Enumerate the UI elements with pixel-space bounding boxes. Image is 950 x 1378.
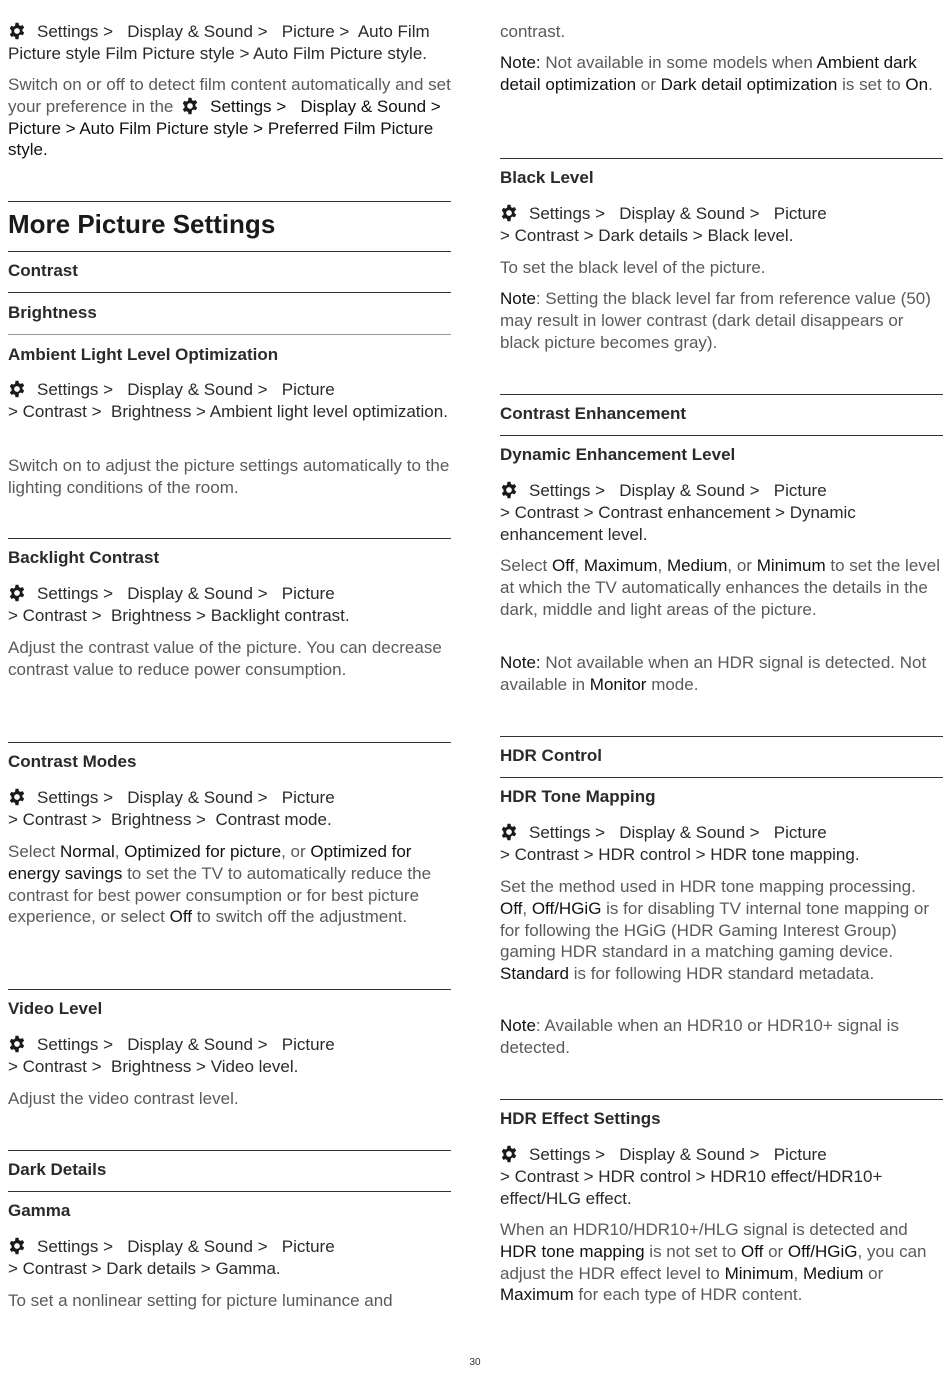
hdr-effect-text: When an HDR10/HDR10+/HLG signal is detected and HDR tone mapping is not set to Off or Off/HGiG, you can adjust the HDR effect level to Minimum, Medium or Maximum for each type of HDR content. <box>500 1220 927 1305</box>
gear-icon <box>181 97 199 115</box>
rule <box>500 736 943 737</box>
rule <box>8 742 451 743</box>
rule <box>500 435 943 436</box>
heading-gamma: Gamma <box>8 1201 71 1220</box>
dynamic-enhancement-text: Select Off, Maximum, Medium, or Minimum to set the level at which the TV automatically enhances the details in the dark, middle and light areas of the picture. <box>500 556 940 619</box>
intro-path: Settings > Display & Sound > Picture > Auto Film Picture style Film Picture style > Auto Film Picture style. <box>8 22 430 63</box>
hdr-tone-mapping-text: Set the method used in HDR tone mapping processing. Off, Off/HGiG is for disabling TV internal tone mapping or for following the HGiG (HDR Gaming Interest Group) gaming HDR standard in a matching gaming device. Standard is for following HDR standard metadata. <box>500 877 930 984</box>
rule <box>8 1150 451 1151</box>
heading-hdr-tone-mapping: HDR Tone Mapping <box>500 787 656 806</box>
gear-icon <box>500 1145 518 1163</box>
intro-text: Switch on or off to detect film content automatically and set your preference in the Settings > Display & Sound > Picture > Auto Film Picture style > Preferred Film Picture style. <box>8 75 451 160</box>
ambient-light-path: Settings > Display & Sound > Picture > Contrast > Brightness > Ambient light level optimization. <box>8 380 448 421</box>
rule <box>8 989 451 990</box>
section-title: More Picture Settings <box>8 209 276 239</box>
gear-icon <box>500 823 518 841</box>
black-level-text: To set the black level of the picture. <box>500 258 766 277</box>
hdr-effect-path: Settings > Display & Sound > Picture > Contrast > HDR control > HDR10 effect/HDR10+ effect/HLG effect. <box>500 1145 883 1208</box>
heading-hdr-effect: HDR Effect Settings <box>500 1109 661 1128</box>
backlight-contrast-text: Adjust the contrast value of the picture. You can decrease contrast value to reduce power consumption. <box>8 638 442 679</box>
heading-backlight-contrast: Backlight Contrast <box>8 548 160 567</box>
ambient-light-text: Switch on to adjust the picture settings automatically to the lighting conditions of the room. <box>8 456 450 497</box>
gear-icon <box>500 204 518 222</box>
gear-icon <box>8 22 26 40</box>
backlight-contrast-path: Settings > Display & Sound > Picture > Contrast > Brightness > Backlight contrast. <box>8 584 350 625</box>
rule <box>8 251 451 252</box>
gear-icon <box>500 481 518 499</box>
heading-dynamic-enhancement: Dynamic Enhancement Level <box>500 445 736 464</box>
hdr-tone-mapping-note: Note: Available when an HDR10 or HDR10+ signal is detected. <box>500 1016 899 1057</box>
heading-black-level: Black Level <box>500 168 594 187</box>
black-level-path: Settings > Display & Sound > Picture > Contrast > Dark details > Black level. <box>500 204 827 245</box>
heading-contrast-modes: Contrast Modes <box>8 752 137 771</box>
gamma-path: Settings > Display & Sound > Picture > Contrast > Dark details > Gamma. <box>8 1237 335 1278</box>
heading-video-level: Video Level <box>8 999 103 1018</box>
contrast-modes-text: Select Normal, Optimized for picture, or Optimized for energy savings to set the TV to automatically reduce the contrast for best power consumption or for best picture experience, or select Off to switch off the adjustment. <box>8 842 432 927</box>
continued-note: Note: Not available in some models when Ambient dark detail optimization or Dark detail optimization is set to On. <box>500 53 933 94</box>
dynamic-enhancement-note: Note: Not available when an HDR signal is detected. Not available in Monitor mode. <box>500 653 927 694</box>
hdr-tone-mapping-path: Settings > Display & Sound > Picture > Contrast > HDR control > HDR tone mapping. <box>500 823 860 864</box>
heading-dark-details: Dark Details <box>8 1160 107 1179</box>
rule <box>500 1099 943 1100</box>
rule <box>8 334 451 335</box>
rule <box>8 292 451 293</box>
contrast-modes-path: Settings > Display & Sound > Picture > Contrast > Brightness > Contrast mode. <box>8 788 335 829</box>
gamma-text: To set a nonlinear setting for picture luminance and <box>8 1291 393 1310</box>
heading-contrast-enhancement: Contrast Enhancement <box>500 404 687 423</box>
heading-ambient-light: Ambient Light Level Optimization <box>8 345 279 364</box>
gear-icon <box>8 584 26 602</box>
heading-brightness: Brightness <box>8 303 97 322</box>
rule <box>8 538 451 539</box>
continued-text: contrast. <box>500 22 566 41</box>
gear-icon <box>8 1035 26 1053</box>
page-number: 30 <box>469 1357 481 1368</box>
section-rule <box>8 201 451 202</box>
rule <box>500 777 943 778</box>
dynamic-enhancement-path: Settings > Display & Sound > Picture > Contrast > Contrast enhancement > Dynamic enhancement level. <box>500 481 856 544</box>
gear-icon <box>8 380 26 398</box>
rule <box>500 394 943 395</box>
gear-icon <box>8 788 26 806</box>
rule <box>8 1191 451 1192</box>
video-level-path: Settings > Display & Sound > Picture > Contrast > Brightness > Video level. <box>8 1035 335 1076</box>
video-level-text: Adjust the video contrast level. <box>8 1089 239 1108</box>
heading-contrast: Contrast <box>8 261 78 280</box>
gear-icon <box>8 1237 26 1255</box>
heading-hdr-control: HDR Control <box>500 746 602 765</box>
rule <box>500 158 943 159</box>
black-level-note: Note: Setting the black level far from reference value (50) may result in lower contrast (dark detail disappears or black picture becomes gray). <box>500 289 931 352</box>
